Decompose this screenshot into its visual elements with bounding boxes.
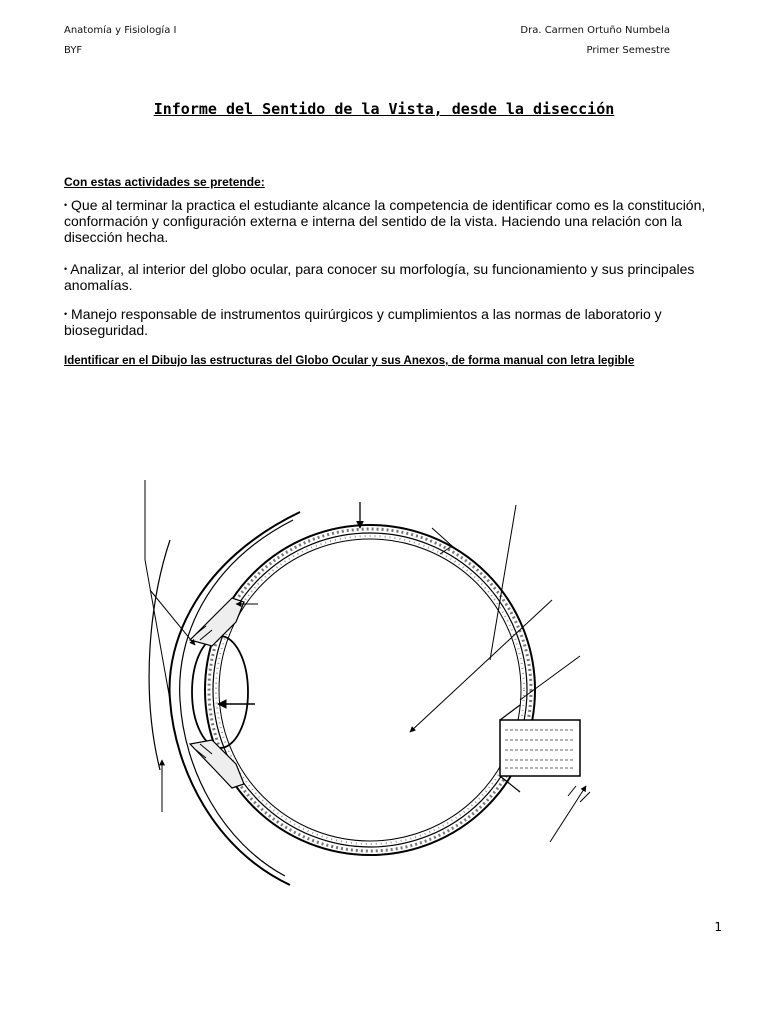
bullet-dot: • — [64, 309, 68, 319]
page-title-text: Informe del Sentido de la Vista, desde la disección — [153, 100, 615, 118]
page-title — [0, 100, 768, 118]
bullet-item-3 — [64, 306, 724, 338]
bullet-text: Que al terminar la practica el estudiante alcance la competencia de identificar como es la constitución, conformación y configuración externa e interna del sentido de la vista. Haciendo una relación con la disección hecha. — [64, 197, 706, 245]
page-number: 1 — [714, 920, 722, 934]
intro-heading: Con estas actividades se pretende: — [64, 175, 265, 189]
eye-diagram — [0, 420, 768, 920]
bullet-dot: • — [64, 264, 68, 274]
retina-layer — [219, 539, 521, 841]
iris-upper — [190, 598, 244, 646]
course-name: Anatomía y Fisiología I — [64, 25, 177, 36]
bullet-item-1 — [64, 197, 724, 245]
bullet-text: Analizar, al interior del globo ocular, para conocer su morfología, su funcionamiento y sus principales anomalías. — [64, 261, 695, 293]
lens — [192, 636, 248, 748]
teacher-name: Dra. Carmen Ortuño Numbela — [520, 25, 670, 36]
group-name: BYF — [64, 45, 83, 56]
semester: Primer Semestre — [586, 45, 670, 56]
instruction-heading: Identificar en el Dibujo las estructuras del Globo Ocular y sus Anexos, de forma manual con letra legible — [64, 355, 635, 367]
bullet-text: Manejo responsable de instrumentos quirúrgicos y cumplimientos a las normas de laboratorio y bioseguridad. — [64, 306, 662, 338]
bullet-dot: • — [64, 200, 68, 210]
bullet-item-2 — [64, 261, 724, 293]
choroid-layer — [213, 533, 527, 847]
sclera-outer — [205, 525, 535, 855]
iris-lower — [190, 740, 244, 788]
